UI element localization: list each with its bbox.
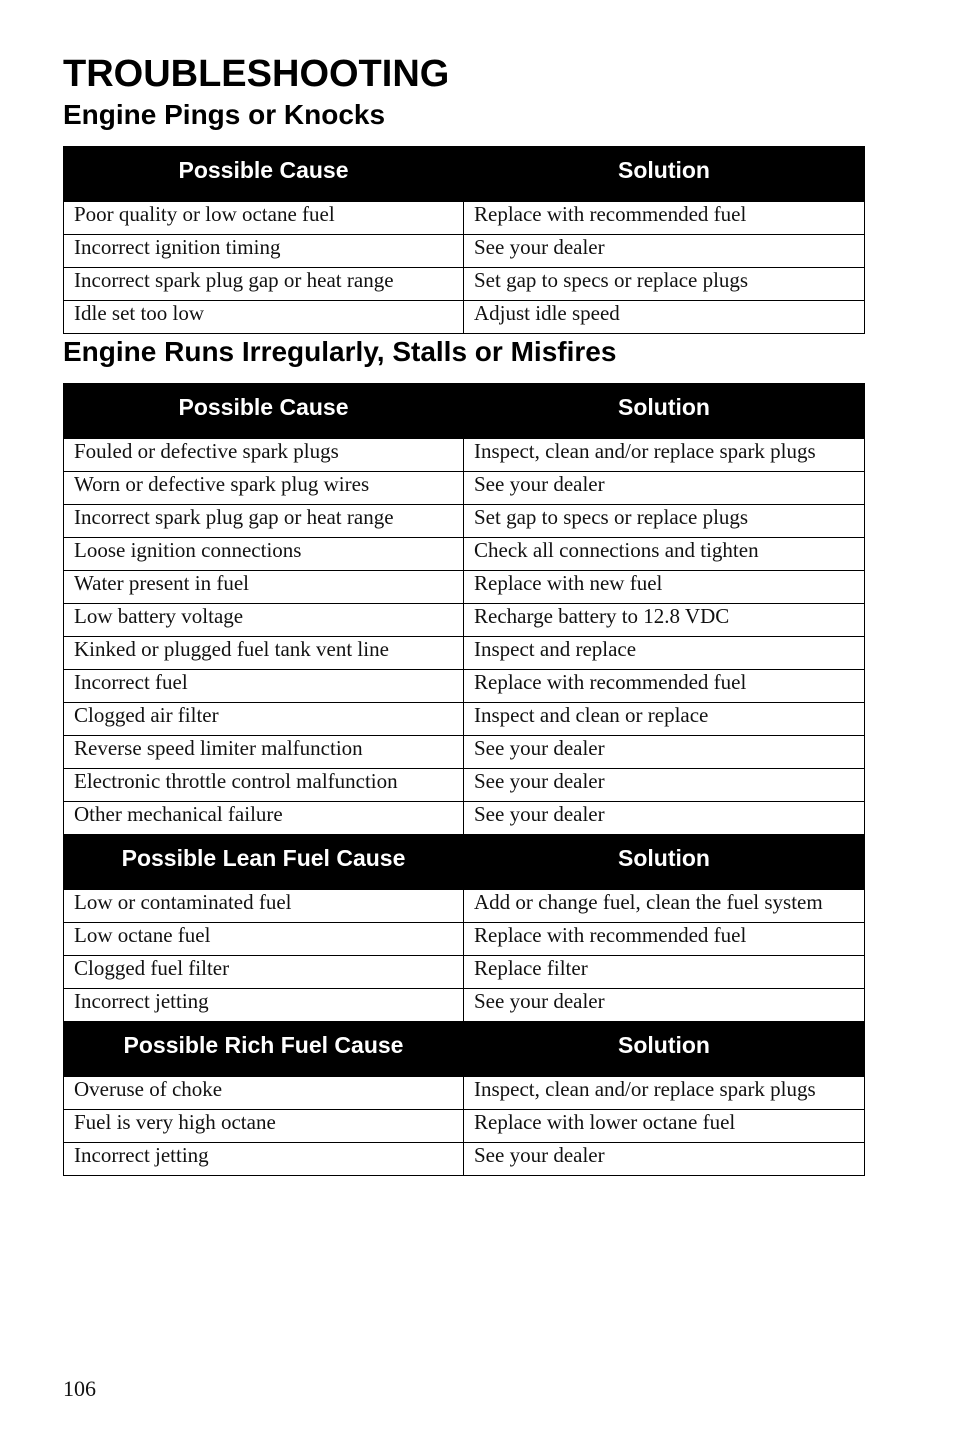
cause-cell: Worn or defective spark plug wires [64, 472, 464, 505]
solution-cell: See your dealer [464, 989, 865, 1022]
header-rich-cause: Possible Rich Fuel Cause [64, 1022, 464, 1077]
solution-cell: See your dealer [464, 1143, 865, 1176]
table-row [64, 769, 865, 802]
header-cause: Possible Cause [64, 147, 464, 202]
header-solution: Solution [464, 1022, 865, 1077]
cause-cell: Incorrect ignition timing [64, 235, 464, 268]
table-row [64, 703, 865, 736]
cause-cell: Idle set too low [64, 301, 464, 334]
solution-cell: Recharge battery to 12.8 VDC [464, 604, 865, 637]
cause-cell: Incorrect spark plug gap or heat range [64, 505, 464, 538]
page-title: TROUBLESHOOTING [63, 53, 450, 95]
rich-header-row [64, 1022, 865, 1077]
header-lean-cause: Possible Lean Fuel Cause [64, 835, 464, 890]
cause-cell: Poor quality or low octane fuel [64, 202, 464, 235]
cause-cell: Fouled or defective spark plugs [64, 439, 464, 472]
solution-cell: Replace with new fuel [464, 571, 865, 604]
solution-cell: Check all connections and tighten [464, 538, 865, 571]
cause-cell: Low or contaminated fuel [64, 890, 464, 923]
cause-cell: Kinked or plugged fuel tank vent line [64, 637, 464, 670]
solution-cell: Replace with recommended fuel [464, 202, 865, 235]
cause-cell: Electronic throttle control malfunction [64, 769, 464, 802]
cause-cell: Incorrect fuel [64, 670, 464, 703]
cause-cell: Loose ignition connections [64, 538, 464, 571]
table-row [64, 301, 865, 334]
solution-cell: Inspect, clean and/or replace spark plugs [464, 1077, 865, 1110]
cause-cell: Incorrect spark plug gap or heat range [64, 268, 464, 301]
solution-cell: See your dealer [464, 235, 865, 268]
solution-cell: Replace with lower octane fuel [464, 1110, 865, 1143]
table-row [64, 202, 865, 235]
table-row [64, 571, 865, 604]
cause-cell: Water present in fuel [64, 571, 464, 604]
table-row [64, 890, 865, 923]
header-solution: Solution [464, 147, 865, 202]
solution-cell: Adjust idle speed [464, 301, 865, 334]
header-solution: Solution [464, 384, 865, 439]
cause-cell: Clogged fuel filter [64, 956, 464, 989]
header-solution: Solution [464, 835, 865, 890]
table-row [64, 956, 865, 989]
lean-header-row [64, 835, 865, 890]
cause-cell: Incorrect jetting [64, 1143, 464, 1176]
table-header-row [64, 147, 865, 202]
solution-cell: Replace with recommended fuel [464, 670, 865, 703]
table-row [64, 802, 865, 835]
cause-cell: Reverse speed limiter malfunction [64, 736, 464, 769]
table-row [64, 670, 865, 703]
cause-cell: Low octane fuel [64, 923, 464, 956]
solution-cell: Inspect, clean and/or replace spark plugs [464, 439, 865, 472]
solution-cell: Add or change fuel, clean the fuel system [464, 890, 865, 923]
table-row [64, 604, 865, 637]
table-row [64, 538, 865, 571]
table-row [64, 637, 865, 670]
table-row [64, 923, 865, 956]
solution-cell: Inspect and replace [464, 637, 865, 670]
table-row [64, 472, 865, 505]
table-row [64, 439, 865, 472]
solution-cell: See your dealer [464, 736, 865, 769]
solution-cell: See your dealer [464, 769, 865, 802]
page-number: 106 [63, 1376, 96, 1401]
table-row [64, 235, 865, 268]
table-row [64, 736, 865, 769]
table-row [64, 505, 865, 538]
solution-cell: Replace with recommended fuel [464, 923, 865, 956]
cause-cell: Clogged air filter [64, 703, 464, 736]
cause-cell: Incorrect jetting [64, 989, 464, 1022]
table-pings-knocks [63, 146, 865, 334]
solution-cell: Set gap to specs or replace plugs [464, 268, 865, 301]
solution-cell: See your dealer [464, 802, 865, 835]
table-row [64, 268, 865, 301]
table-row [64, 1077, 865, 1110]
header-cause: Possible Cause [64, 384, 464, 439]
section-heading-pings: Engine Pings or Knocks [63, 99, 386, 130]
table-row [64, 1110, 865, 1143]
solution-cell: Inspect and clean or replace [464, 703, 865, 736]
solution-cell: See your dealer [464, 472, 865, 505]
table-row [64, 989, 865, 1022]
table-runs-irregularly [63, 383, 865, 1176]
section-heading-irregular: Engine Runs Irregularly, Stalls or Misfires [63, 336, 617, 367]
cause-cell: Overuse of choke [64, 1077, 464, 1110]
solution-cell: Replace filter [464, 956, 865, 989]
cause-cell: Low battery voltage [64, 604, 464, 637]
cause-cell: Other mechanical failure [64, 802, 464, 835]
table-header-row [64, 384, 865, 439]
cause-cell: Fuel is very high octane [64, 1110, 464, 1143]
solution-cell: Set gap to specs or replace plugs [464, 505, 865, 538]
table-row [64, 1143, 865, 1176]
